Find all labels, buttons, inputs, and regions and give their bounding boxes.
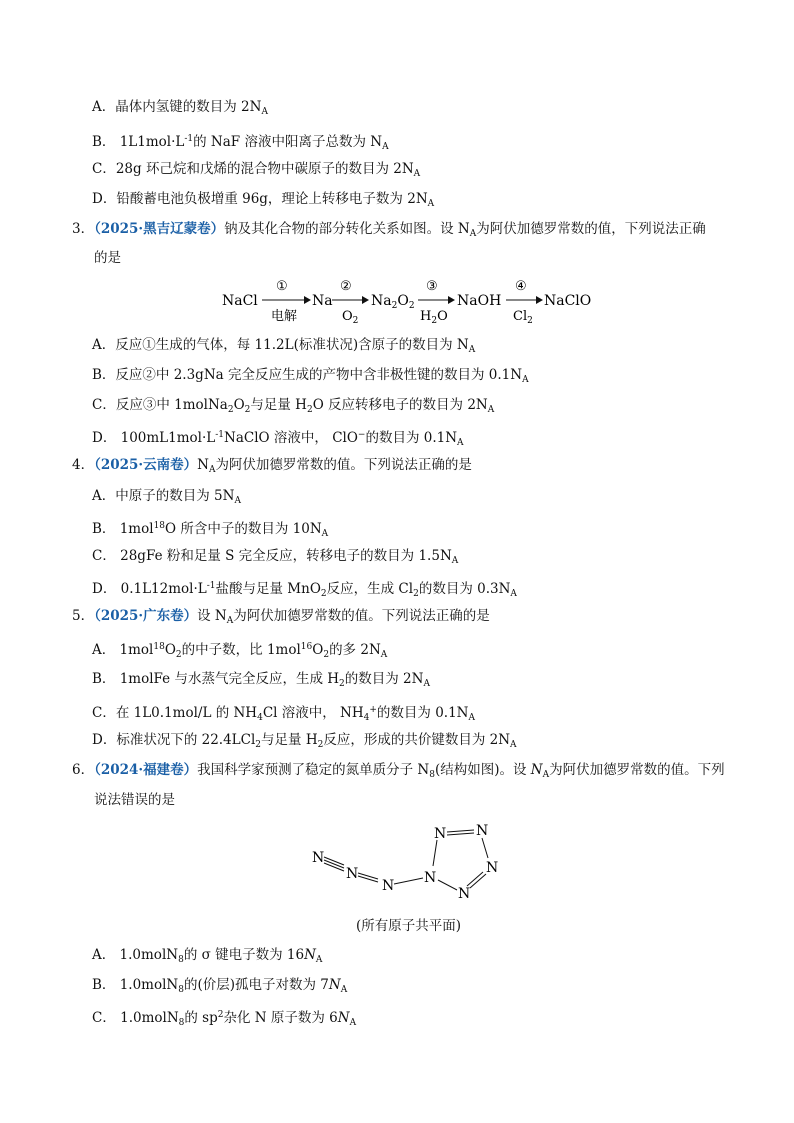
- step-1-label: ①: [276, 279, 288, 294]
- atom-n4: N: [424, 870, 437, 886]
- q3-source: （2025·黑吉辽蒙卷）: [94, 221, 225, 237]
- q3-stem-line2: 的是: [94, 250, 121, 266]
- q6-source: （2024·福建卷）: [94, 762, 198, 778]
- q3-option-d: D． $100mL1mol\cdot L^{-1}NaClO$ 溶液中， ClO−的数目为 $0.1N_A$: [92, 430, 464, 448]
- q5-option-d: D．标准状况下的 22.4LCl$_2$与足量 $H_2$反应，形成的共价键数目为 $2N_A$: [92, 732, 517, 750]
- reaction-scheme: [222, 276, 602, 326]
- q6-option-a: A． 1.0molN$_8$的 σ 键电子数为 $16N_A$: [92, 947, 323, 965]
- q5-option-c: C．在 1L0.1mol/L 的 $NH_4Cl$ 溶液中， $NH_4^+$的数目为 $0.1N_A$: [92, 705, 475, 723]
- q4-source: （2025·云南卷）: [94, 457, 198, 473]
- q2-option-d: D．铅酸蓄电池负极增重 96g，理论上转移电子数为 $2N_A$: [92, 191, 435, 209]
- species-nacl: NaCl: [222, 293, 258, 309]
- species-naoh: NaOH: [457, 293, 502, 309]
- q6-option-b: B． 1.0molN$_8$的(价层)孤电子对数为 $7N_A$: [92, 977, 348, 995]
- step-4-condition: $Cl_2$: [513, 309, 533, 326]
- structure-caption: (所有原子共平面): [356, 918, 462, 934]
- q4-option-d: D． $0.1L12mol\cdot L^{-1}$盐酸与足量 MnO$_2$反应，生成 $Cl_2$的数目为 $0.3N_A$: [92, 581, 517, 599]
- q4-option-a: A．中原子的数目为 $5N_A$: [92, 488, 241, 506]
- q6-stem-line1: 6．（2024·福建卷）我国科学家预测了稳定的氮单质分子 $N_8$(结构如图)。设 $N_A$为阿伏加德罗常数的值。下列: [72, 762, 725, 780]
- q5-source: （2025·广东卷）: [94, 608, 198, 624]
- q6-option-c: C． 1.0molN$_8$的 $sp^2$杂化 N 原子数为 $6N_A$: [92, 1010, 357, 1028]
- q3-stem-line1: 3．（2025·黑吉辽蒙卷）钠及其化合物的部分转化关系如图。设 $N_A$为阿伏加德罗常数的值，下列说法正确: [72, 221, 706, 239]
- atom-n7: N: [486, 860, 499, 876]
- q2-option-b: B． $1L1mol\cdot L^{-1}$的 NaF 溶液中阳离子总数为 $N_A$: [92, 134, 389, 152]
- n8-molecule-structure: [300, 818, 510, 900]
- q2-option-a: A．晶体内氢键的数目为 $2N_A$: [92, 99, 268, 117]
- step-4-label: ④: [515, 279, 527, 294]
- atom-n2: N: [346, 866, 359, 882]
- atom-n8: N: [458, 886, 471, 900]
- q5-stem: 5．（2025·广东卷）设 $N_A$为阿伏加德罗常数的值。下列说法正确的是: [72, 608, 490, 626]
- q2-option-c: C．28g 环己烷和戊烯的混合物中碳原子的数目为 $2N_A$: [92, 161, 421, 179]
- species-naclo: NaClO: [544, 293, 592, 309]
- species-na2o2: $Na_2O_2$: [371, 293, 415, 311]
- q3-option-c: C．反应③中 $1molNa_2O_2$与足量 $H_2O$ 反应转移电子的数目为 $2N_A$: [92, 397, 495, 415]
- species-na: Na: [312, 293, 333, 309]
- step-3-condition: $H_2O$: [420, 309, 448, 326]
- q5-option-a: A． $1mol^{18}O_2$的中子数，比 $1mol^{16}O_2$的多 $2N_A$: [92, 642, 388, 660]
- q5-option-b: B． 1molFe 与水蒸气完全反应，生成 $H_2$的数目为 $2N_A$: [92, 671, 430, 689]
- q4-option-c: C． 28gFe 粉和足量 S 完全反应，转移电子的数目为 $1.5N_A$: [92, 548, 459, 566]
- atom-n1: N: [312, 850, 325, 866]
- q6-stem-line2: 说法错误的是: [94, 792, 175, 808]
- q3-option-a: A．反应①生成的气体，每 11.2L(标准状况)含原子的数目为 $N_A$: [92, 337, 476, 355]
- step-2-label: ②: [340, 279, 352, 294]
- step-3-label: ③: [426, 279, 438, 294]
- q4-stem: 4．（2025·云南卷）$N_A$为阿伏加德罗常数的值。下列说法正确的是: [72, 457, 472, 475]
- step-2-condition: $O_2$: [342, 309, 359, 326]
- atom-n3: N: [382, 878, 395, 894]
- atom-n5: N: [434, 826, 447, 842]
- atom-n6: N: [476, 823, 489, 839]
- q3-option-b: B．反应②中 2.3gNa 完全反应生成的产物中含非极性键的数目为 $0.1N_A$: [92, 367, 529, 385]
- step-1-condition: 电解: [271, 309, 298, 324]
- q4-option-b: B． 1mol$^{18}$O 所含中子的数目为 $10N_A$: [92, 521, 329, 539]
